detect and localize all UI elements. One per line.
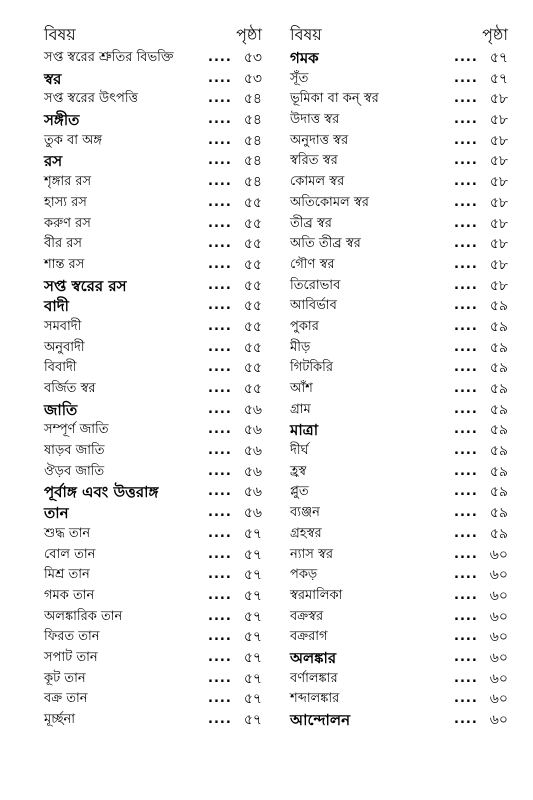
dot-leader: .... bbox=[208, 463, 232, 479]
entry-title: অতি তীব্র স্বর bbox=[290, 236, 361, 252]
entry-title: রস bbox=[44, 152, 63, 171]
dot-leader: .... bbox=[208, 422, 232, 438]
toc-entry bbox=[44, 172, 266, 193]
entry-title: আঁশ bbox=[290, 381, 313, 396]
entry-title: গমক bbox=[290, 49, 319, 67]
toc-entry bbox=[44, 214, 266, 235]
toc-entry bbox=[44, 296, 266, 317]
entry-title: অনুদাত্ত স্বর bbox=[290, 132, 349, 148]
dot-leader: .... bbox=[208, 670, 232, 686]
entry-title: তান bbox=[44, 504, 69, 523]
entry-title: মিশ্র তান bbox=[44, 567, 90, 583]
entry-page-number: ৫৮ bbox=[489, 236, 508, 253]
toc-entry bbox=[290, 545, 512, 566]
toc-entry bbox=[44, 586, 266, 607]
dot-leader: .... bbox=[454, 153, 478, 169]
entry-title: বর্জিত স্বর bbox=[44, 381, 96, 396]
dot-leader: .... bbox=[454, 629, 478, 645]
dot-leader: .... bbox=[208, 236, 232, 252]
entry-page-number: ৫৪ bbox=[243, 174, 262, 191]
toc-entry bbox=[290, 627, 512, 648]
entry-page-number: ৫৭ bbox=[243, 629, 262, 646]
entry-page-number: ৫৩ bbox=[243, 50, 262, 66]
entry-title: গৌণ স্বর bbox=[290, 256, 335, 272]
entry-title: করুণ রস bbox=[44, 215, 91, 231]
entry-page-number: ৬০ bbox=[489, 670, 508, 687]
entry-title: দীর্ঘ bbox=[290, 443, 309, 459]
entry-page-number: ৫৫ bbox=[243, 256, 262, 273]
toc-entry bbox=[44, 482, 266, 503]
toc-entry bbox=[290, 214, 512, 235]
entry-page-number: ৫৬ bbox=[243, 422, 262, 439]
toc-entry bbox=[44, 338, 266, 359]
entry-title: পকড় bbox=[290, 567, 318, 583]
entry-page-number: ৫৯ bbox=[489, 505, 508, 522]
entry-title: সমবাদী bbox=[44, 318, 82, 334]
entry-title: সপাট তান bbox=[44, 649, 98, 665]
toc-entry bbox=[44, 607, 266, 628]
entry-page-number: ৬০ bbox=[489, 587, 508, 604]
toc-header bbox=[290, 22, 512, 48]
entry-title: অনুবাদী bbox=[44, 339, 85, 355]
dot-leader: .... bbox=[208, 629, 232, 645]
toc-entry bbox=[290, 669, 512, 690]
dot-leader: .... bbox=[454, 194, 478, 210]
entry-title: আবির্ভাব bbox=[290, 298, 337, 314]
dot-leader: .... bbox=[208, 132, 232, 148]
entry-title: মাত্রা bbox=[290, 421, 319, 440]
dot-leader: .... bbox=[454, 422, 478, 438]
dot-leader: .... bbox=[454, 546, 478, 562]
toc-entry bbox=[290, 172, 512, 193]
toc-entry bbox=[44, 545, 266, 566]
dot-leader: .... bbox=[454, 381, 478, 396]
entry-title: পূর্বাঙ্গ এবং উত্তরাঙ্গ bbox=[44, 483, 159, 502]
entry-page-number: ৫৪ bbox=[243, 91, 262, 108]
page-heading: পৃষ্ঠা bbox=[236, 25, 262, 44]
entry-title: বক্রস্বর bbox=[290, 608, 324, 624]
toc-entry bbox=[44, 110, 266, 131]
toc-entry bbox=[44, 234, 266, 255]
dot-leader: .... bbox=[454, 401, 478, 417]
page-heading: পৃষ্ঠা bbox=[482, 25, 508, 44]
entry-page-number: ৫৯ bbox=[489, 525, 508, 542]
dot-leader: .... bbox=[208, 174, 232, 190]
toc-entry bbox=[44, 151, 266, 172]
entry-page-number: ৫৬ bbox=[243, 505, 262, 522]
entry-page-number: ৫৭ bbox=[243, 608, 262, 625]
dot-leader: .... bbox=[208, 525, 232, 541]
dot-leader: .... bbox=[454, 256, 478, 272]
toc-entry bbox=[290, 48, 512, 69]
entry-title: অলঙ্কারিক তান bbox=[44, 608, 123, 624]
entry-title: উদাত্ত স্বর bbox=[290, 112, 340, 128]
toc-entry bbox=[44, 689, 266, 710]
entry-page-number: ৫৭ bbox=[243, 712, 262, 728]
entry-page-number: ৫৫ bbox=[243, 360, 262, 377]
entry-title: সম্পূর্ণ জাতি bbox=[44, 422, 109, 438]
entry-page-number: ৫৭ bbox=[489, 70, 508, 87]
entry-page-number: ৫৭ bbox=[243, 525, 262, 542]
toc-entry bbox=[44, 627, 266, 648]
toc-entry bbox=[44, 420, 266, 441]
dot-leader: .... bbox=[454, 505, 478, 521]
dot-leader: .... bbox=[454, 298, 478, 314]
entry-title: বক্ররাগ bbox=[290, 629, 328, 645]
dot-leader: .... bbox=[208, 505, 232, 521]
entry-page-number: ৫৫ bbox=[243, 381, 262, 397]
entry-title: আন্দোলন bbox=[290, 711, 351, 729]
dot-leader: .... bbox=[454, 567, 478, 583]
toc-entry bbox=[290, 131, 512, 152]
dot-leader: .... bbox=[208, 360, 232, 376]
entry-title: হ্রস্ব bbox=[290, 463, 307, 479]
entry-page-number: ৫৬ bbox=[243, 484, 262, 501]
entry-title: বর্ণালঙ্কার bbox=[290, 670, 338, 686]
toc-entry bbox=[290, 296, 512, 317]
toc-entry bbox=[290, 69, 512, 90]
dot-leader: .... bbox=[208, 587, 232, 603]
dot-leader: .... bbox=[208, 112, 232, 128]
entry-page-number: ৫৪ bbox=[243, 153, 262, 170]
toc-entry bbox=[44, 89, 266, 110]
toc-entry bbox=[290, 379, 512, 400]
entry-title: ন্যাস স্বর bbox=[290, 546, 334, 562]
toc-entry bbox=[44, 669, 266, 690]
entry-page-number: ৫৬ bbox=[243, 443, 262, 460]
dot-leader: .... bbox=[454, 339, 478, 355]
dot-leader: .... bbox=[208, 70, 232, 86]
dot-leader: .... bbox=[454, 174, 478, 190]
toc-entry bbox=[290, 338, 512, 359]
entry-page-number: ৫৭ bbox=[243, 567, 262, 584]
entry-page-number: ৫৫ bbox=[243, 339, 262, 356]
entry-page-number: ৫৫ bbox=[243, 318, 262, 335]
entry-title: অলঙ্কার bbox=[290, 648, 337, 667]
dot-leader: .... bbox=[454, 484, 478, 500]
toc-right-list bbox=[290, 48, 512, 731]
toc-entry bbox=[44, 193, 266, 214]
toc-entry bbox=[44, 441, 266, 462]
toc-entry bbox=[44, 48, 266, 69]
dot-leader: .... bbox=[454, 463, 478, 479]
toc-entry bbox=[290, 710, 512, 731]
entry-title: শান্ত রস bbox=[44, 256, 85, 272]
entry-title: গিটকিরি bbox=[290, 360, 334, 376]
dot-leader: .... bbox=[454, 236, 478, 252]
dot-leader: .... bbox=[454, 112, 478, 128]
dot-leader: .... bbox=[454, 443, 478, 459]
toc-entry bbox=[290, 151, 512, 172]
toc-entry bbox=[44, 317, 266, 338]
entry-title: বোল তান bbox=[44, 546, 96, 562]
toc-entry bbox=[290, 586, 512, 607]
toc-entry bbox=[290, 565, 512, 586]
dot-leader: .... bbox=[454, 215, 478, 231]
entry-page-number: ৬০ bbox=[489, 629, 508, 646]
dot-leader: .... bbox=[454, 691, 478, 707]
entry-title: ব্যঞ্জন bbox=[290, 505, 320, 521]
toc-entry bbox=[44, 565, 266, 586]
entry-title: প্লুত bbox=[290, 484, 309, 500]
toc-entry bbox=[44, 710, 266, 731]
entry-title: সূঁত bbox=[290, 70, 309, 86]
entry-title: বিবাদী bbox=[44, 360, 77, 376]
dot-leader: .... bbox=[454, 649, 478, 665]
entry-title: কূট তান bbox=[44, 670, 86, 686]
dot-leader: .... bbox=[454, 70, 478, 86]
dot-leader: .... bbox=[208, 484, 232, 500]
entry-title: মীড় bbox=[290, 339, 311, 355]
entry-title: ভূমিকা বা কন্ স্বর bbox=[290, 91, 379, 107]
entry-page-number: ৬০ bbox=[489, 567, 508, 584]
entry-page-number: ৫৪ bbox=[243, 132, 262, 149]
dot-leader: .... bbox=[454, 712, 478, 727]
entry-title: গ্রহস্বর bbox=[290, 525, 322, 541]
entry-title: গমক তান bbox=[44, 587, 95, 603]
entry-title: পুকার bbox=[290, 318, 319, 334]
entry-title: শৃঙ্গার রস bbox=[44, 174, 92, 190]
entry-title: ঔড়ব জাতি bbox=[44, 463, 105, 479]
toc-left-list bbox=[44, 48, 266, 731]
entry-title: তীব্র স্বর bbox=[290, 215, 332, 231]
entry-page-number: ৬০ bbox=[489, 712, 508, 728]
entry-title: শুদ্ধ তান bbox=[44, 525, 91, 541]
toc-entry bbox=[290, 503, 512, 524]
toc-entry bbox=[44, 276, 266, 297]
entry-page-number: ৫৭ bbox=[243, 587, 262, 604]
entry-title: বীর রস bbox=[44, 236, 82, 252]
subject-heading: বিষয় bbox=[44, 25, 76, 44]
entry-title: জাতি bbox=[44, 400, 78, 419]
toc-entry bbox=[44, 69, 266, 90]
entry-page-number: ৫৬ bbox=[243, 401, 262, 418]
entry-page-number: ৫৬ bbox=[243, 463, 262, 480]
entry-title: তিরোভাব bbox=[290, 277, 341, 293]
entry-page-number: ৫৯ bbox=[489, 401, 508, 418]
toc-entry bbox=[290, 276, 512, 297]
entry-page-number: ৫৯ bbox=[489, 298, 508, 315]
entry-title: মূর্চ্ছনা bbox=[44, 712, 76, 727]
toc-entry bbox=[290, 234, 512, 255]
dot-leader: .... bbox=[208, 546, 232, 562]
entry-page-number: ৫৯ bbox=[489, 484, 508, 501]
entry-title: স্বর bbox=[44, 69, 62, 88]
dot-leader: .... bbox=[208, 691, 232, 707]
entry-title: সঙ্গীত bbox=[44, 111, 80, 130]
toc-entry bbox=[290, 255, 512, 276]
entry-page-number: ৬০ bbox=[489, 546, 508, 563]
dot-leader: .... bbox=[208, 401, 232, 417]
dot-leader: .... bbox=[208, 712, 232, 727]
entry-page-number: ৫৭ bbox=[243, 691, 262, 708]
dot-leader: .... bbox=[208, 381, 232, 396]
dot-leader: .... bbox=[208, 567, 232, 583]
toc-entry bbox=[290, 110, 512, 131]
entry-title: সপ্ত স্বরের রস bbox=[44, 276, 127, 295]
entry-page-number: ৫৫ bbox=[243, 236, 262, 253]
entry-page-number: ৫৪ bbox=[243, 112, 262, 129]
entry-page-number: ৫৯ bbox=[489, 463, 508, 480]
subject-heading: বিষয় bbox=[290, 25, 322, 44]
dot-leader: .... bbox=[208, 339, 232, 355]
toc-entry bbox=[44, 503, 266, 524]
dot-leader: .... bbox=[454, 318, 478, 334]
entry-page-number: ৫৮ bbox=[489, 256, 508, 273]
entry-page-number: ৫৯ bbox=[489, 381, 508, 397]
dot-leader: .... bbox=[208, 215, 232, 231]
entry-title: শব্দালঙ্কার bbox=[290, 691, 340, 707]
entry-page-number: ৫৮ bbox=[489, 132, 508, 149]
dot-leader: .... bbox=[454, 525, 478, 541]
entry-title: স্বরিত স্বর bbox=[290, 153, 338, 169]
dot-leader: .... bbox=[208, 649, 232, 665]
dot-leader: .... bbox=[208, 277, 232, 293]
dot-leader: .... bbox=[208, 256, 232, 272]
entry-page-number: ৫৮ bbox=[489, 153, 508, 170]
entry-title: তুক বা অঙ্গ bbox=[44, 132, 102, 148]
entry-page-number: ৫৫ bbox=[243, 194, 262, 211]
entry-title: ষাড়ব জাতি bbox=[44, 443, 105, 459]
entry-title: ফিরত তান bbox=[44, 629, 100, 645]
entry-page-number: ৫৭ bbox=[243, 649, 262, 666]
dot-leader: .... bbox=[454, 360, 478, 376]
entry-page-number: ৫৮ bbox=[489, 91, 508, 108]
dot-leader: .... bbox=[208, 608, 232, 624]
entry-page-number: ৬০ bbox=[489, 691, 508, 708]
entry-page-number: ৫৮ bbox=[489, 277, 508, 294]
dot-leader: .... bbox=[208, 298, 232, 314]
dot-leader: .... bbox=[454, 277, 478, 293]
dot-leader: .... bbox=[208, 318, 232, 334]
toc-entry bbox=[290, 400, 512, 421]
entry-page-number: ৫৯ bbox=[489, 318, 508, 335]
dot-leader: .... bbox=[208, 153, 232, 169]
toc-entry bbox=[44, 524, 266, 545]
toc-entry bbox=[44, 400, 266, 421]
toc-entry bbox=[290, 462, 512, 483]
entry-page-number: ৫৩ bbox=[243, 70, 262, 87]
toc-entry bbox=[290, 193, 512, 214]
entry-page-number: ৫৫ bbox=[243, 277, 262, 294]
toc-entry bbox=[290, 317, 512, 338]
entry-page-number: ৫৭ bbox=[243, 546, 262, 563]
entry-page-number: ৫৭ bbox=[243, 670, 262, 687]
entry-page-number: ৫৮ bbox=[489, 174, 508, 191]
toc-entry bbox=[290, 441, 512, 462]
dot-leader: .... bbox=[454, 587, 478, 603]
toc-entry bbox=[290, 689, 512, 710]
dot-leader: .... bbox=[208, 50, 232, 65]
toc-entry bbox=[290, 648, 512, 669]
toc-left-column bbox=[44, 22, 266, 731]
entry-title: বাদী bbox=[44, 297, 69, 316]
entry-title: কোমল স্বর bbox=[290, 174, 345, 190]
entry-page-number: ৫৮ bbox=[489, 194, 508, 211]
entry-title: বক্র তান bbox=[44, 691, 88, 707]
toc-entry bbox=[290, 420, 512, 441]
dot-leader: .... bbox=[454, 608, 478, 624]
dot-leader: .... bbox=[208, 443, 232, 459]
entry-page-number: ৫৮ bbox=[489, 215, 508, 232]
entry-page-number: ৫৫ bbox=[243, 298, 262, 315]
entry-page-number: ৫৯ bbox=[489, 443, 508, 460]
toc-entry bbox=[290, 89, 512, 110]
entry-page-number: ৫৮ bbox=[489, 112, 508, 129]
entry-title: গ্রাম bbox=[290, 401, 311, 417]
dot-leader: .... bbox=[454, 132, 478, 148]
dot-leader: .... bbox=[454, 670, 478, 686]
toc-entry bbox=[44, 255, 266, 276]
toc-entry bbox=[290, 524, 512, 545]
entry-page-number: ৫৫ bbox=[243, 215, 262, 232]
toc-entry bbox=[44, 358, 266, 379]
entry-title: সপ্ত স্বরের উৎপত্তি bbox=[44, 91, 138, 107]
entry-page-number: ৫৯ bbox=[489, 339, 508, 356]
entry-page-number: ৫৯ bbox=[489, 360, 508, 377]
toc-entry bbox=[290, 482, 512, 503]
entry-page-number: ৬০ bbox=[489, 608, 508, 625]
toc-right-column bbox=[290, 22, 512, 731]
toc-entry bbox=[44, 462, 266, 483]
entry-page-number: ৬০ bbox=[489, 649, 508, 666]
toc-entry bbox=[290, 358, 512, 379]
entry-title: স্বরমালিকা bbox=[290, 587, 343, 603]
toc-entry bbox=[44, 379, 266, 400]
entry-page-number: ৫৯ bbox=[489, 422, 508, 439]
entry-title: অতিকোমল স্বর bbox=[290, 194, 369, 210]
dot-leader: .... bbox=[208, 194, 232, 210]
toc-entry bbox=[44, 131, 266, 152]
toc-header bbox=[44, 22, 266, 48]
toc-entry bbox=[44, 648, 266, 669]
entry-title: সপ্ত স্বরের শ্রুতির বিভক্তি bbox=[44, 50, 174, 65]
entry-title: হাস্য রস bbox=[44, 194, 87, 210]
dot-leader: .... bbox=[454, 91, 478, 107]
dot-leader: .... bbox=[454, 50, 478, 65]
dot-leader: .... bbox=[208, 91, 232, 107]
toc-entry bbox=[290, 607, 512, 628]
entry-page-number: ৫৭ bbox=[489, 50, 508, 66]
